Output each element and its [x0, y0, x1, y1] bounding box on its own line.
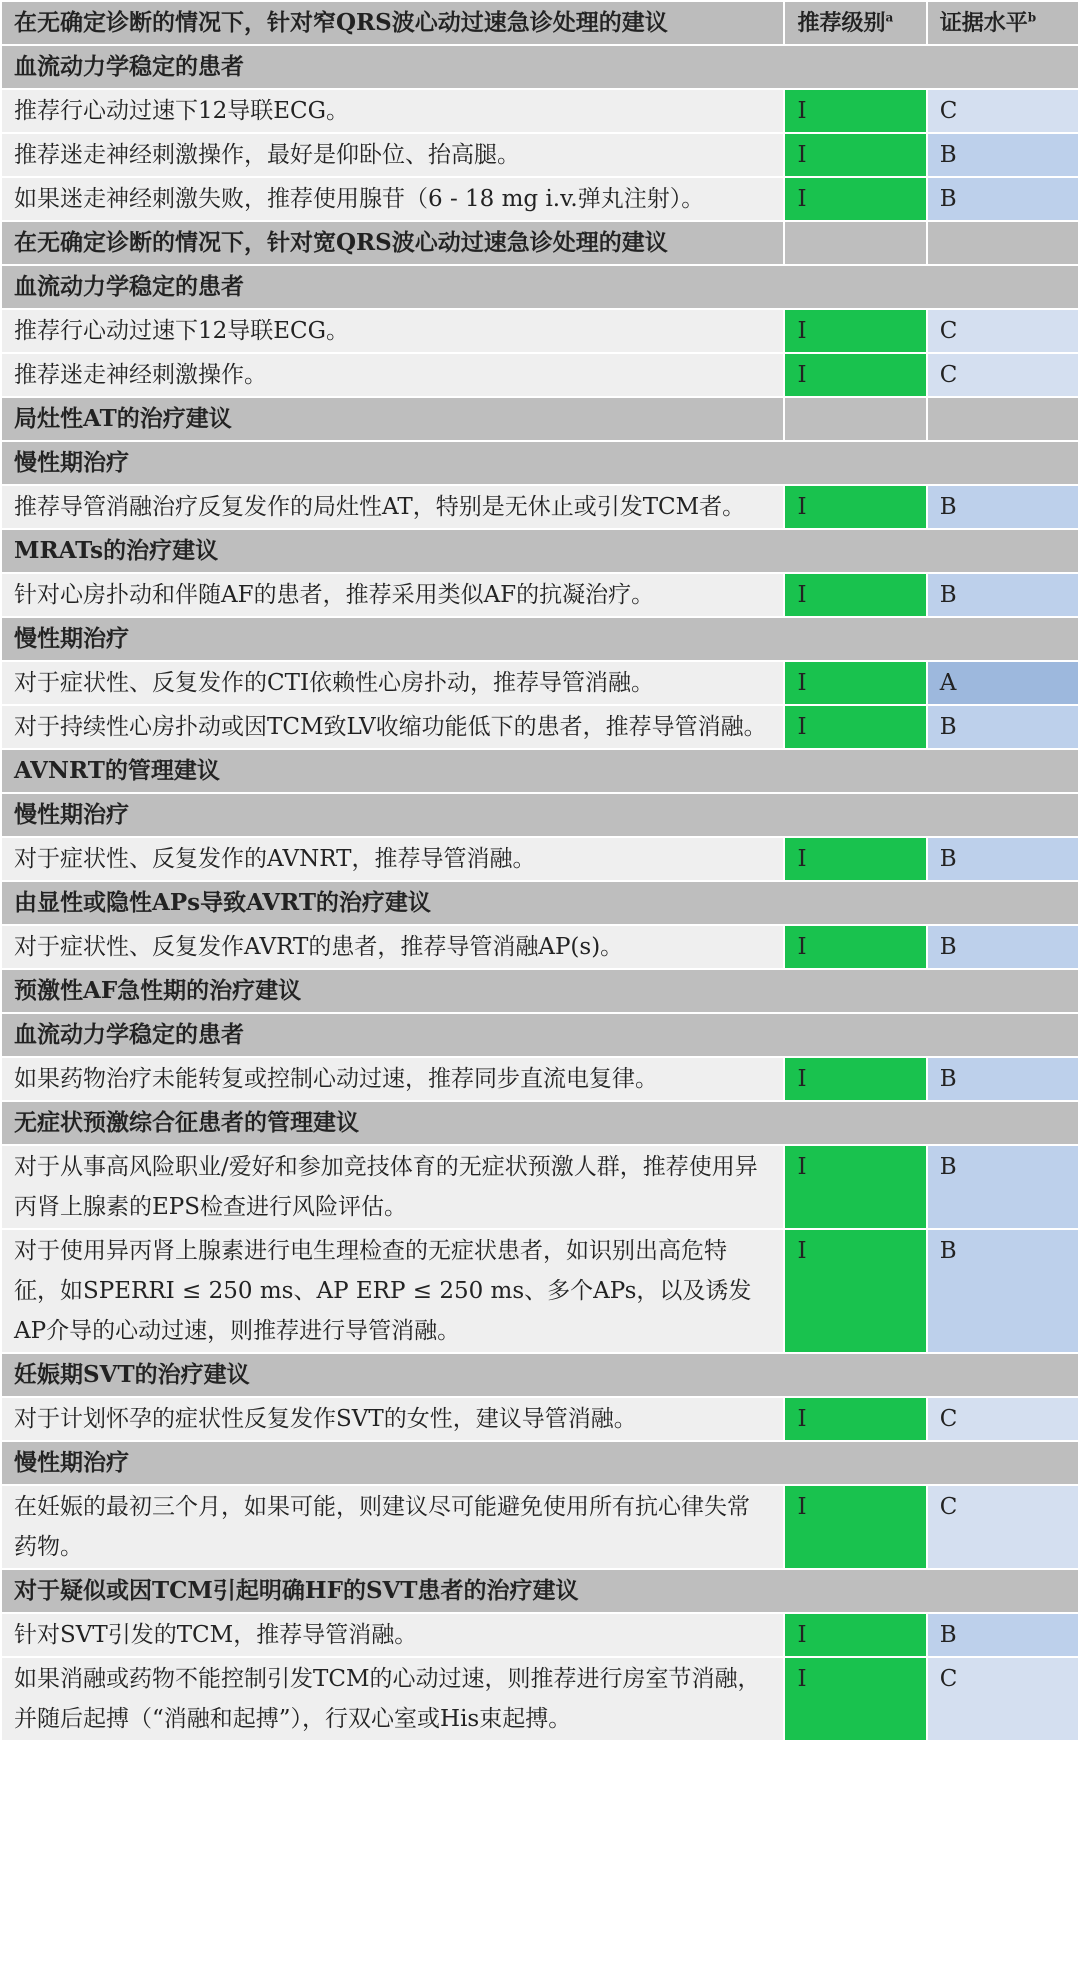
- evidence-level: C: [928, 354, 1078, 396]
- recommendation-text: 针对心房扑动和伴随AF的患者，推荐采用类似AF的抗凝治疗。: [2, 574, 783, 616]
- recommendation-class: I: [785, 1658, 925, 1740]
- recommendation-text: 推荐迷走神经刺激操作，最好是仰卧位、抬高腿。: [2, 134, 783, 176]
- section-header-row: [2, 266, 1078, 308]
- recommendation-row: [2, 574, 1078, 616]
- recommendation-row: [2, 1230, 1078, 1352]
- section-header-row: [2, 222, 1078, 264]
- evidence-level: B: [928, 1146, 1078, 1228]
- recommendation-row: [2, 706, 1078, 748]
- level-column-label: 证据水平: [939, 10, 1028, 36]
- recommendation-text: 对于症状性、反复发作的CTI依赖性心房扑动，推荐导管消融。: [2, 662, 783, 704]
- section-header-row: [2, 882, 1078, 924]
- level-column-header: [928, 2, 1078, 44]
- section-empty-cell: [785, 222, 925, 264]
- section-header-row: [2, 1570, 1078, 1612]
- recommendation-text: 如果迷走神经刺激失败，推荐使用腺苷（6 - 18 mg i.v.弹丸注射）。: [2, 178, 783, 220]
- recommendation-row: [2, 662, 1078, 704]
- recommendation-text: 针对SVT引发的TCM，推荐导管消融。: [2, 1614, 783, 1656]
- recommendation-class: I: [785, 90, 925, 132]
- recommendation-class: I: [785, 1230, 925, 1352]
- recommendation-text: 推荐行心动过速下12导联ECG。: [2, 90, 783, 132]
- section-header: 血流动力学稳定的患者: [2, 266, 1078, 308]
- recommendation-row: [2, 90, 1078, 132]
- recommendation-text: 对于从事高风险职业/爱好和参加竞技体育的无症状预激人群，推荐使用异丙肾上腺素的EPS检查进行风险评估。: [2, 1146, 783, 1228]
- recommendation-row: [2, 1398, 1078, 1440]
- evidence-level: B: [928, 838, 1078, 880]
- evidence-level: B: [928, 926, 1078, 968]
- section-header-row: [2, 1442, 1078, 1484]
- evidence-level: B: [928, 1614, 1078, 1656]
- section-header-row: [2, 398, 1078, 440]
- section-header: 慢性期治疗: [2, 794, 1078, 836]
- recommendation-text: 在妊娠的最初三个月，如果可能，则建议尽可能避免使用所有抗心律失常药物。: [2, 1486, 783, 1568]
- recommendation-class: I: [785, 354, 925, 396]
- recommendation-class: I: [785, 178, 925, 220]
- recommendation-text: 对于症状性、反复发作的AVNRT，推荐导管消融。: [2, 838, 783, 880]
- section-header-row: [2, 970, 1078, 1012]
- section-header: 慢性期治疗: [2, 1442, 1078, 1484]
- recommendation-row: [2, 134, 1078, 176]
- section-header: 由显性或隐性APs导致AVRT的治疗建议: [2, 882, 1078, 924]
- table-body: [2, 46, 1078, 1740]
- recommendation-class: I: [785, 1058, 925, 1100]
- evidence-level: B: [928, 706, 1078, 748]
- recommendation-class: I: [785, 706, 925, 748]
- section-header: 局灶性AT的治疗建议: [2, 398, 783, 440]
- section-empty-cell: [785, 398, 925, 440]
- section-header: 慢性期治疗: [2, 442, 1078, 484]
- recommendation-class: I: [785, 574, 925, 616]
- section-empty-cell: [928, 222, 1078, 264]
- recommendation-class: I: [785, 1614, 925, 1656]
- recommendation-row: [2, 178, 1078, 220]
- recommendation-text: 推荐行心动过速下12导联ECG。: [2, 310, 783, 352]
- recommendation-class: I: [785, 1146, 925, 1228]
- section-header-row: [2, 618, 1078, 660]
- table-header-row: [2, 2, 1078, 44]
- recommendation-row: [2, 1146, 1078, 1228]
- recommendation-row: [2, 354, 1078, 396]
- section-header-row: [2, 794, 1078, 836]
- recommendation-text: 如果药物治疗未能转复或控制心动过速，推荐同步直流电复律。: [2, 1058, 783, 1100]
- class-column-label: 推荐级别: [797, 10, 886, 36]
- recommendation-text: 推荐导管消融治疗反复发作的局灶性AT，特别是无休止或引发TCM者。: [2, 486, 783, 528]
- recommendation-row: [2, 310, 1078, 352]
- section-header: 无症状预激综合征患者的管理建议: [2, 1102, 1078, 1144]
- section-header: 在无确定诊断的情况下，针对宽QRS波心动过速急诊处理的建议: [2, 222, 783, 264]
- evidence-level: A: [928, 662, 1078, 704]
- recommendation-class: I: [785, 926, 925, 968]
- evidence-level: B: [928, 486, 1078, 528]
- recommendation-row: [2, 926, 1078, 968]
- recommendation-class: I: [785, 1398, 925, 1440]
- evidence-level: B: [928, 574, 1078, 616]
- recommendation-text: 如果消融或药物不能控制引发TCM的心动过速，则推荐进行房室节消融，并随后起搏（“消融和起搏”），行双心室或His束起搏。: [2, 1658, 783, 1740]
- evidence-level: C: [928, 1486, 1078, 1568]
- recommendation-class: I: [785, 486, 925, 528]
- evidence-level: C: [928, 310, 1078, 352]
- recommendation-text: 对于使用异丙肾上腺素进行电生理检查的无症状患者，如识别出高危特征，如SPERRI ≤ 250 ms、AP ERP ≤ 250 ms、多个APs，以及诱发AP介导的心动过速，则推荐进行导管消融。: [2, 1230, 783, 1352]
- recommendation-class: I: [785, 310, 925, 352]
- recommendation-row: [2, 838, 1078, 880]
- recommendation-row: [2, 1614, 1078, 1656]
- table-title: [2, 2, 783, 44]
- section-header: MRATs的治疗建议: [2, 530, 1078, 572]
- section-header: 预激性AF急性期的治疗建议: [2, 970, 1078, 1012]
- section-header-row: [2, 750, 1078, 792]
- section-header-row: [2, 530, 1078, 572]
- evidence-level: B: [928, 1230, 1078, 1352]
- section-header-row: [2, 1102, 1078, 1144]
- recommendation-row: [2, 1058, 1078, 1100]
- evidence-level: C: [928, 90, 1078, 132]
- section-header-row: [2, 1014, 1078, 1056]
- section-header: 血流动力学稳定的患者: [2, 1014, 1078, 1056]
- recommendation-row: [2, 1658, 1078, 1740]
- level-footnote-mark: b: [1027, 10, 1037, 25]
- class-column-header: [785, 2, 925, 44]
- section-header-row: [2, 46, 1078, 88]
- section-header: 慢性期治疗: [2, 618, 1078, 660]
- recommendation-text: 对于计划怀孕的症状性反复发作SVT的女性，建议导管消融。: [2, 1398, 783, 1440]
- class-footnote-mark: a: [885, 10, 894, 25]
- section-header: AVNRT的管理建议: [2, 750, 1078, 792]
- evidence-level: B: [928, 134, 1078, 176]
- recommendation-class: I: [785, 1486, 925, 1568]
- section-header-row: [2, 442, 1078, 484]
- recommendation-class: I: [785, 662, 925, 704]
- evidence-level: C: [928, 1398, 1078, 1440]
- section-header: 妊娠期SVT的治疗建议: [2, 1354, 1078, 1396]
- recommendation-class: I: [785, 134, 925, 176]
- recommendation-row: [2, 1486, 1078, 1568]
- recommendation-text: 推荐迷走神经刺激操作。: [2, 354, 783, 396]
- recommendation-text: 对于持续性心房扑动或因TCM致LV收缩功能低下的患者，推荐导管消融。: [2, 706, 783, 748]
- section-header: 血流动力学稳定的患者: [2, 46, 1078, 88]
- evidence-level: C: [928, 1658, 1078, 1740]
- recommendation-row: [2, 486, 1078, 528]
- evidence-level: B: [928, 1058, 1078, 1100]
- recommendation-text: 对于症状性、反复发作AVRT的患者，推荐导管消融AP(s)。: [2, 926, 783, 968]
- evidence-level: B: [928, 178, 1078, 220]
- section-empty-cell: [928, 398, 1078, 440]
- table-title-text: 在无确定诊断的情况下，针对窄QRS波心动过速急诊处理的建议: [14, 9, 668, 36]
- section-header-row: [2, 1354, 1078, 1396]
- section-header: 对于疑似或因TCM引起明确HF的SVT患者的治疗建议: [2, 1570, 1078, 1612]
- recommendation-class: I: [785, 838, 925, 880]
